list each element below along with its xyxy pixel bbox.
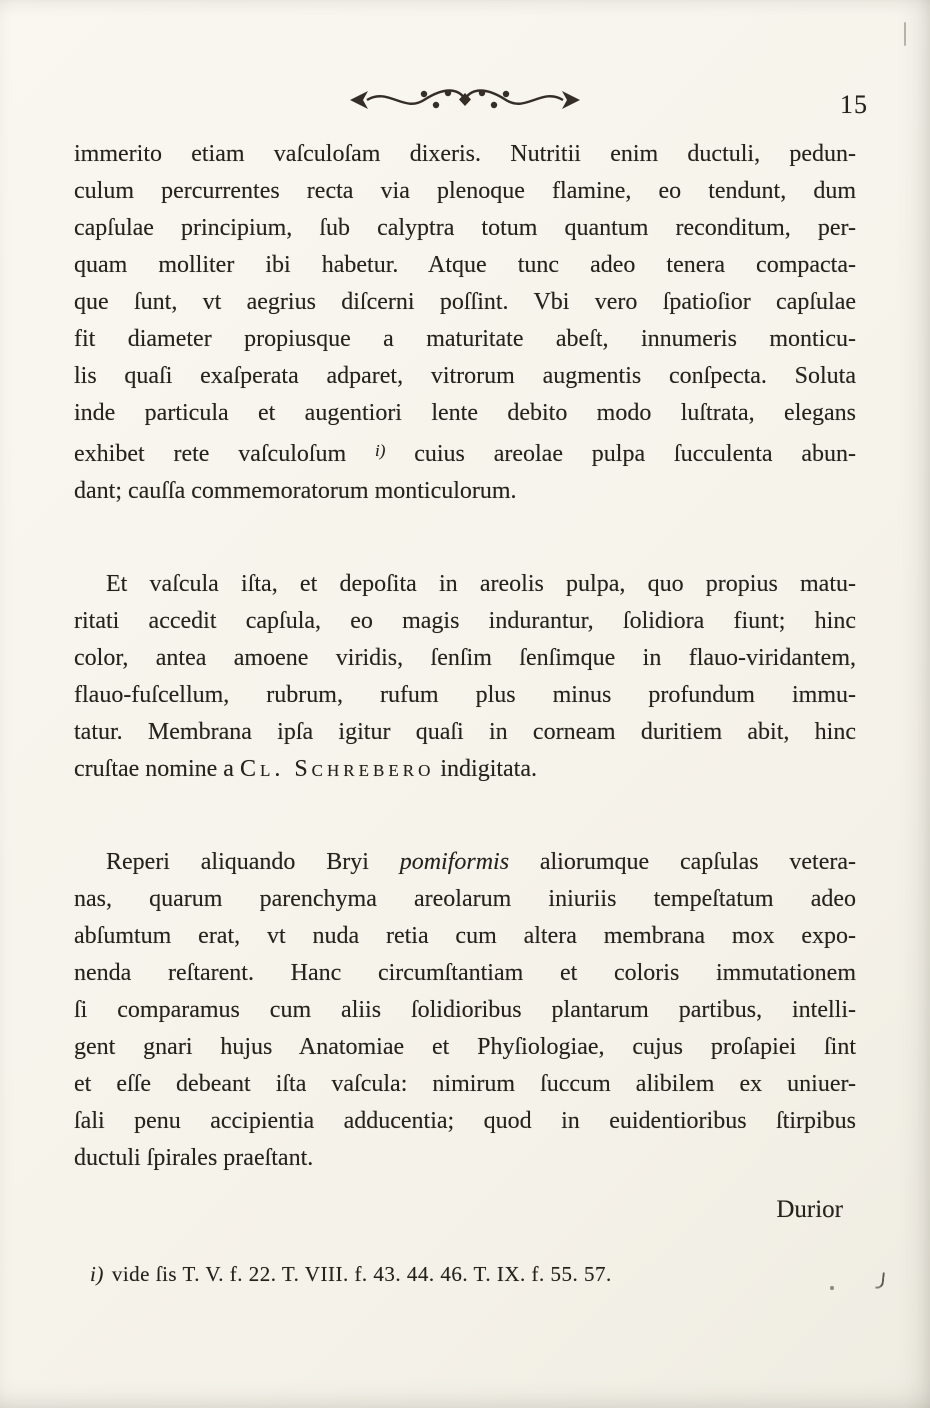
text-line: immerito etiam vaſculoſam dixeris. Nutritii enim ductuli, pedun- — [74, 141, 856, 167]
ink-artifact — [875, 1272, 885, 1290]
text-line: ritati accedit capſula, eo magis indurantur, ſolidiora fiunt; hinc — [74, 608, 856, 634]
text-line: nas, quarum parenchyma areolarum iniuriis tempeſtatum adeo — [74, 886, 856, 912]
text-line: ductuli ſpirales praeſtant. — [74, 1145, 314, 1171]
species-name-pomiformis: pomiformis — [399, 849, 510, 875]
text-line: culum percurrentes recta via plenoque flamine, eo tendunt, dum — [74, 178, 856, 204]
paragraph-1 — [74, 136, 856, 510]
text-line: capſulae principium, ſub calyptra totum quantum reconditum, per- — [74, 215, 856, 241]
ink-dot-artifact — [830, 1286, 834, 1290]
line-segment: exhibet rete vaſculoſum — [74, 441, 376, 467]
paragraph-3 — [74, 844, 856, 1177]
text-line: Et vaſcula iſta, et depoſita in areolis pulpa, quo propius matu- — [106, 571, 856, 597]
text-line: lis quaſi exaſperata adparet, vitrorum augmentis conſpecta. Soluta — [74, 363, 856, 389]
footnote — [90, 1262, 612, 1287]
footnote-marker: i) — [90, 1262, 104, 1286]
line-segment: Reperi aliquando Bryi — [106, 849, 400, 875]
text-line — [74, 751, 856, 788]
text-block — [74, 136, 856, 1177]
text-line: dant; cauſſa commemoratorum monticulorum. — [74, 478, 517, 504]
text-line: que ſunt, vt aegrius diſcerni poſſint. Vbi vero ſpatioſior capſulae — [74, 289, 856, 315]
text-line: flauo-fuſcellum, rubrum, rufum plus minus profundum immu- — [74, 682, 856, 708]
footnote-marker: i) — [375, 441, 386, 460]
paragraph-2 — [74, 566, 856, 788]
text-line: abſumtum erat, vt nuda retia cum altera membrana mox expo- — [74, 923, 856, 949]
page-number: 15 — [840, 90, 868, 119]
text-line: fit diameter propiusque a maturitate abeſt, innumeris monticu- — [74, 326, 856, 352]
line-segment: aliorumque capſulas vetera- — [509, 849, 856, 875]
text-line: ſali penu accipientia adducentia; quod in euidentioribus ſtirpibus — [74, 1108, 856, 1134]
catchword: Durior — [776, 1196, 843, 1223]
text-line: quam molliter ibi habetur. Atque tunc adeo tenera compacta- — [74, 252, 856, 278]
text-line: ſi comparamus cum aliis ſolidioribus plantarum partibus, intelli- — [74, 997, 856, 1023]
text-line: gent gnari hujus Anatomiae et Phyſiologiae, cujus proſapiei ſint — [74, 1034, 856, 1060]
text-line: nenda reſtarent. Hanc circumſtantiam et coloris immutationem — [74, 960, 856, 986]
text-line — [74, 844, 856, 881]
header-ornament — [346, 86, 584, 114]
author-name-schrebero: Cl. Schrebero — [239, 756, 435, 782]
fleuron-ornament-graphic — [346, 86, 584, 114]
line-segment: cruſtae nomine a — [74, 756, 240, 782]
text-line — [74, 432, 856, 473]
footnote-text: vide ſis T. V. f. 22. T. VIII. f. 43. 44. 46. T. IX. f. 55. 57. — [111, 1262, 612, 1286]
scan-edge-artifact — [904, 22, 906, 46]
line-segment: indigitata. — [434, 756, 538, 782]
text-line: color, antea amoene viridis, ſenſim ſenſimque in flauo-viridantem, — [74, 645, 856, 671]
text-line: inde particula et augentiori lente debito modo luſtrata, elegans — [74, 400, 856, 426]
text-line: tatur. Membrana ipſa igitur quaſi in corneam duritiem abit, hinc — [74, 719, 856, 745]
text-line: et eſſe debeant iſta vaſcula: nimirum ſuccum alibilem ex uniuer- — [74, 1071, 856, 1097]
line-segment: cuius areolae pulpa ſucculenta abun- — [385, 441, 856, 467]
